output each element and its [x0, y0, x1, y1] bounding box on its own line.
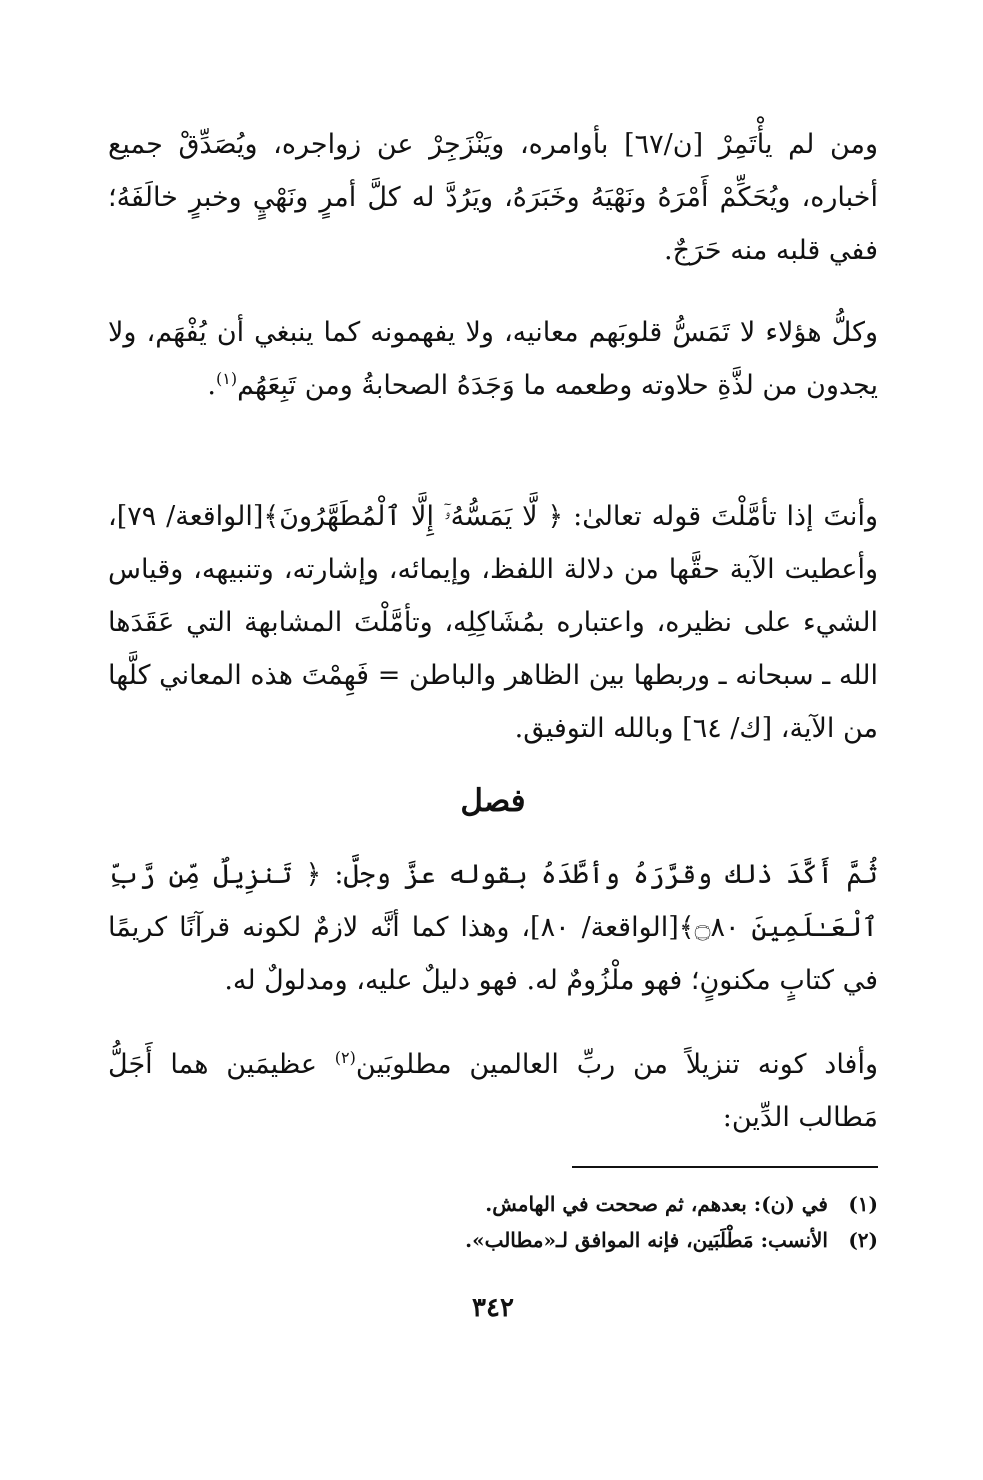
paragraph-5-text: وأفاد كونه تنزيلاً من ربِّ العالمين مطلوبَين — [355, 1049, 878, 1080]
footnote-1-text: في (ن): بعدهم، ثم صححت في الهامش. — [485, 1192, 828, 1216]
paragraph-1: ومن لم يأْتَمِرْ [ن/٦٧] بأوامره، ويَنْزَجِرْ عن زواجره، ويُصَدِّقْ جميع أخباره، ويُحَكِّمْ أَمْرَهُ ونَهْيَهُ وخَبَرَهُ، ويَرُدَّ له كلَّ أمرٍ ونَهْيٍ وخبرٍ خالَفَهُ؛ ففي قلبه منه حَرَجٌ. — [108, 129, 879, 266]
section-heading: فصل — [460, 783, 526, 819]
footnote-1 — [108, 1186, 878, 1222]
paragraph-5-end: عظيمَين هما أَجَلُّ مَطالب الدِّين: — [108, 1049, 878, 1133]
paragraph-4: ثُمَّ أَكَّدَ ذلك وقرَّرَهُ وأطَّدَهُ بقوله عزَّ وجلَّ: ﴿ تَنزِيلٌ مِّن رَّبِّ ٱلْعَـٰلَمِينَ ۝٨٠﴾[الواقعة/ ٨٠]، وهذا كما أنَّه لازمٌ لكونه قرآنًا كريمًا في كتابٍ مكنونٍ؛ فهو ملْزُومٌ له. فهو دليلٌ عليه، ومدلولٌ له. — [108, 859, 878, 996]
footnote-2-number: (٢) — [848, 1228, 878, 1252]
paragraph-2 — [108, 306, 878, 412]
footnote-ref-2[interactable]: (٢) — [334, 1048, 356, 1067]
book-page — [108, 118, 878, 1448]
footnotes — [108, 1186, 878, 1258]
footnote-2-text: الأنسب: مَطْلَبَين، فإنه الموافق لـ«مطالب». — [465, 1228, 828, 1252]
paragraph-5 — [108, 1038, 878, 1144]
paragraph-2-end: . — [207, 370, 216, 401]
page-number: ٣٤٢ — [472, 1293, 514, 1323]
footnote-1-number: (١) — [848, 1192, 878, 1216]
paragraph-3: وأنتَ إذا تأمَّلْتَ قوله تعالىٰ: ﴿ لَّا يَمَسُّهُۥٓ إِلَّا ٱلْمُطَهَّرُونَ﴾[الواقعة/ ٧٩]، وأعطيت الآية حقَّها من دلالة اللفظ، وإيمائه، وإشارته، وتنبيهه، وقياس الشيء على نظيره، واعتباره بمُشَاكِلِه، وتأمَّلْتَ المشابهة التي عَقَدَها الله ـ سبحانه ـ وربطها بين الظاهر والباطن = فَهِمْتَ هذه المعاني كلَّها من الآية، [ك/ ٦٤] وبالله التوفيق. — [108, 501, 878, 744]
footnote-2 — [108, 1222, 878, 1258]
footnote-divider — [572, 1166, 878, 1168]
footnote-ref-1[interactable]: (١) — [215, 369, 238, 388]
paragraph-2-text: وكلُّ هؤلاء لا تَمَسُّ قلوبَهم معانيه، ولا يفهمونه كما ينبغي أن يُفْهَم، ولا يجدون من لذَّةِ حلاوته وطعمه ما وَجَدَهُ الصحابةُ ومن تَبِعَهُم — [108, 317, 878, 401]
